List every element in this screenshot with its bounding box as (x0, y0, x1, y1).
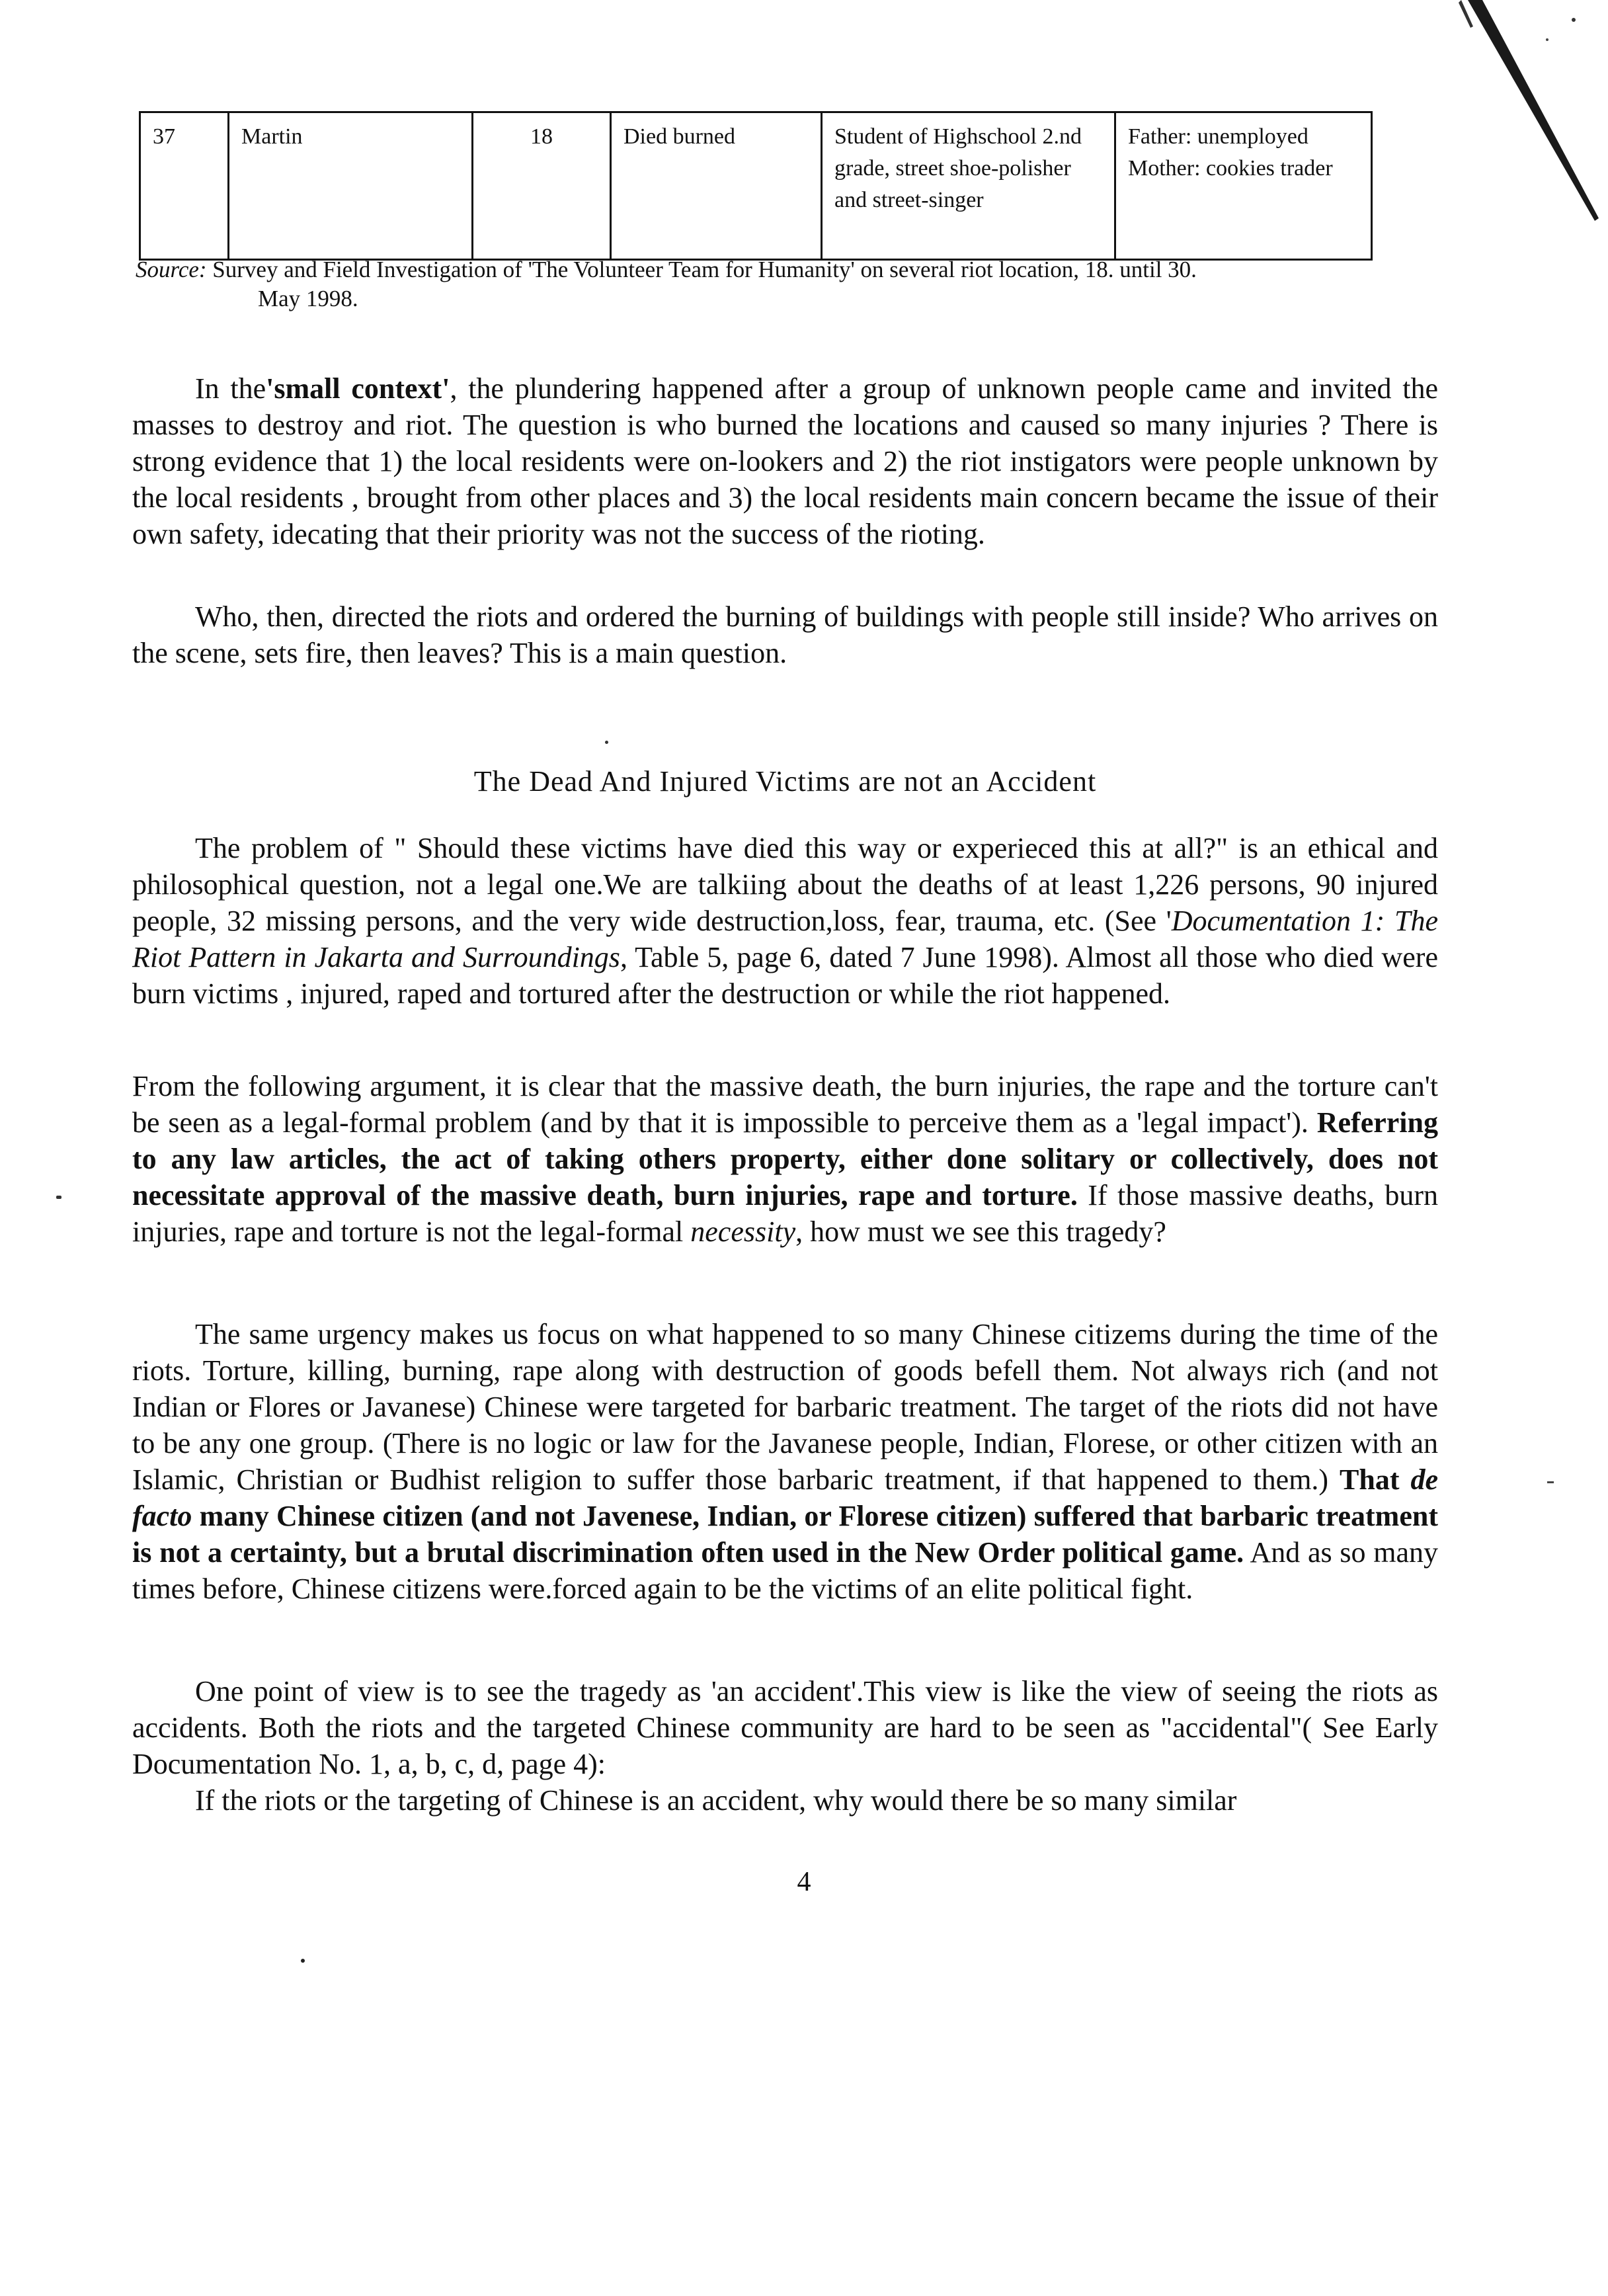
paragraph-problem: The problem of " Should these victims have died this way or experieced this at all?" is an ethical and philosophical question, not a legal one.We are talkiing about the deaths of at least 1,226 persons, 90 injured people, 32 missing persons, and the very wide destruction,loss, fear, trauma, etc. (See 'Documentation 1: The Riot Pattern in Jakarta and Surroundings, Table 5, page 6, dated 7 June 1998). Almost all those who died were burn victims , injured, raped and tortured after the destruction or while the riot happened. (132, 832, 1438, 1010)
source-text-continued: May 1998. (258, 286, 358, 311)
cell-occupation: Student of Highschool 2.nd grade, street shoe-polisher and street-singer (822, 112, 1115, 260)
paragraph-argument: From the following argument, it is clear that the massive death, the burn injuries, the rape and the torture can't be seen as a legal-formal problem (and by that it is impossible to perceive them as a 'legal impact'). Referring to any law articles, the act of taking others property, either done solitary or collectively, does not necessitate approval of the massive death, burn injuries, rape and torture. If those massive deaths, burn injuries, rape and torture is not the legal-formal necessity, how must we see this tragedy? (132, 1070, 1438, 1248)
cell-name: Martin (229, 112, 473, 260)
paragraph-who-directed: Who, then, directed the riots and ordered the burning of buildings with people still inside? Who arrives on the scene, sets fire, then leaves? This is a main question. (132, 600, 1438, 669)
small-context-term: 'small context' (266, 372, 450, 405)
victims-table (139, 111, 1373, 261)
cell-family (1115, 112, 1372, 260)
section-heading: The Dead And Injured Victims are not an Accident (473, 765, 1097, 798)
cell-status: Died burned (611, 112, 822, 260)
documentation-citation: Documentation 1: The Riot Pattern in Jakarta and Surroundings (132, 905, 1438, 973)
paragraph-accident-view: One point of view is to see the tragedy as 'an accident'.This view is like the view of seeing the riots as accidents. Both the riots and the targeted Chinese community are hard to be seen as "accidental"( See Early Documentation No. 1, a, b, c, d, page 4): (132, 1675, 1438, 1780)
source-text: Survey and Field Investigation of 'The Volunteer Team for Humanity' on several riot location, 18. until 30. (212, 257, 1197, 282)
cell-age: 18 (473, 112, 611, 260)
table-row (140, 112, 1372, 260)
paragraph-small-context: In the'small context', the plundering happened after a group of unknown people came and invited the masses to destroy and riot. The question is who burned the locations and caused so many injuries ? There is strong evidence that 1) the local residents were on-lookers and 2) the riot instigators were people unknown by the local residents , brought from other places and 3) the local residents main concern became the issue of their own safety, idecating that their priority was not the success of the rioting. (132, 372, 1438, 550)
paragraph-urgency: The same urgency makes us focus on what happened to so many Chinese citizems during the time of the riots. Torture, killing, burning, rape along with destruction of goods befell them. Not always rich (and not Indian or Flores or Javanese) Chinese were targeted for barbaric treatment. The target of the riots did not have to be any one group. (There is no logic or law for the Javanese people, Indian, Florese, or other citizen with an Islamic, Christian or Budhist religion to suffer those barbaric treatment, if that happened to them.) That de facto many Chinese citizen (and not Javenese, Indian, or Florese citizen) suffered that barbaric treatment is not a certainty, but a brutal discrimination often used in the New Order political game. And as so many times before, Chinese citizens were.forced again to be the victims of an elite political fight. (132, 1318, 1438, 1605)
family-mother: Mother: cookies trader (1128, 156, 1333, 181)
table-source-note (136, 255, 1451, 313)
source-label: Source: (136, 257, 207, 282)
paragraph-targeting: If the riots or the targeting of Chinese is an accident, why would there be so many similar (195, 1784, 1237, 1817)
cell-number: 37 (140, 112, 229, 260)
family-father: Father: unemployed (1128, 124, 1308, 149)
page-number: 4 (797, 1867, 811, 1897)
